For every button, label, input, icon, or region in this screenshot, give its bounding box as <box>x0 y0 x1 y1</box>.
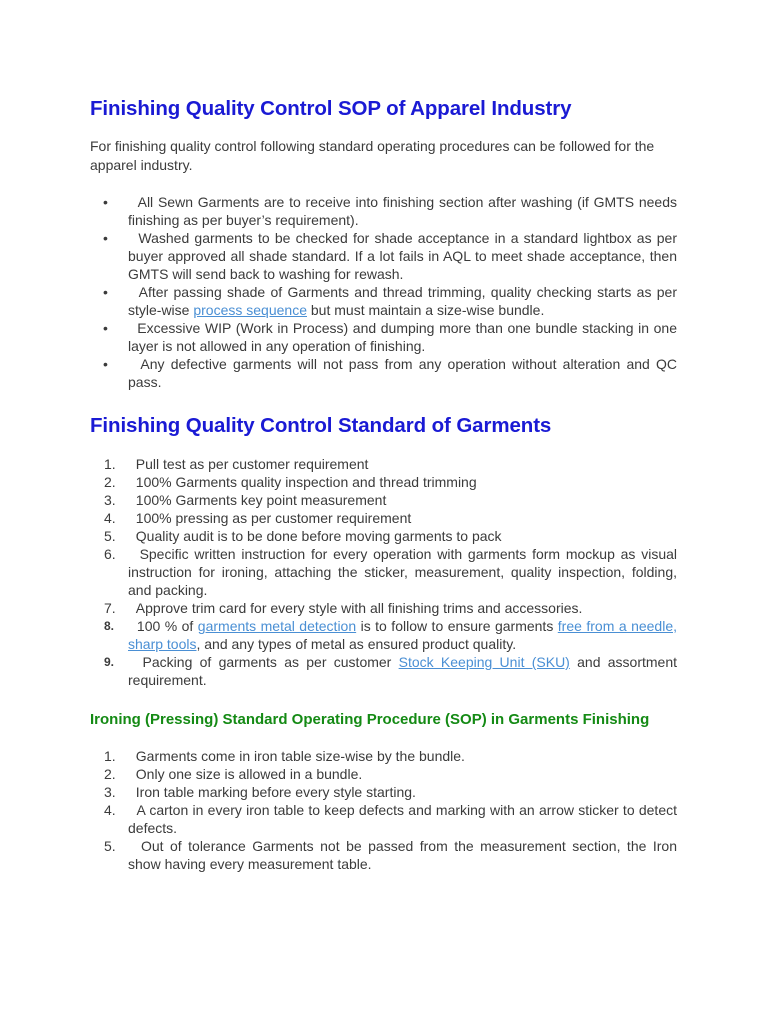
list-item-text: Only one size is allowed in a bundle. <box>135 766 363 782</box>
list-item <box>90 783 677 801</box>
bullet-marker: • <box>103 284 108 300</box>
list-number: 3. <box>104 784 116 800</box>
list-item-text: Quality audit is to be done before moving garments to pack <box>135 528 502 544</box>
bullet-marker: • <box>103 356 108 372</box>
list-item <box>90 599 677 617</box>
list-number: 8. <box>104 619 115 633</box>
list-number: 9. <box>104 655 115 669</box>
list-number: 5. <box>104 528 116 544</box>
text-segment: After passing shade of Garments and thread trimming, quality checking starts as per style-wise <box>128 284 677 318</box>
list-item-text: Any defective garments will not pass from any operation without alteration and QC pass. <box>128 356 678 390</box>
list-number: 6. <box>104 546 116 562</box>
list-item <box>90 801 677 837</box>
text-segment: , and any types of metal as ensured product quality. <box>196 636 517 652</box>
text-segment: but must maintain a size-wise bundle. <box>307 302 545 318</box>
text-segment: 100 % of <box>136 618 198 634</box>
list-item <box>90 283 677 319</box>
list-item-text <box>128 618 677 652</box>
list-item <box>90 837 677 873</box>
list-item-text <box>128 654 677 688</box>
list-item <box>90 319 677 355</box>
list-item-text: Out of tolerance Garments not be passed from the measurement section, the Iron show having every measurement table. <box>128 838 677 872</box>
list-number: 7. <box>104 600 116 616</box>
bullet-marker: • <box>103 230 108 246</box>
list-item <box>90 491 677 509</box>
list-item <box>90 545 677 599</box>
quality-standard-list <box>90 455 677 689</box>
bullet-marker: • <box>103 320 108 336</box>
list-number: 3. <box>104 492 116 508</box>
sop-bullet-list <box>90 193 677 391</box>
text-segment: Packing of garments as per customer <box>142 654 399 670</box>
list-item <box>90 527 677 545</box>
list-item <box>90 455 677 473</box>
list-number: 1. <box>104 456 116 472</box>
list-item-text: All Sewn Garments are to receive into finishing section after washing (if GMTS needs finishing as per buyer’s requirement). <box>128 194 678 228</box>
list-item <box>90 765 677 783</box>
list-item-text: 100% Garments quality inspection and thread trimming <box>135 474 477 490</box>
list-item-text: Specific written instruction for every operation with garments form mockup as visual instruction for ironing, attaching the sticker, measurement, quality inspection, folding, and packing. <box>128 546 677 598</box>
list-item-text: Pull test as per customer requirement <box>135 456 369 472</box>
list-item <box>90 617 677 653</box>
section-title-quality-standard: Finishing Quality Control Standard of Garments <box>90 414 552 437</box>
list-item-text: Washed garments to be checked for shade acceptance in a standard lightbox as per buyer approved all shade standard. If a lot fails in AQL to meet shade acceptance, then GMTS will send back to washing for rewash. <box>128 230 678 282</box>
list-item-text: Garments come in iron table size-wise by the bundle. <box>135 748 465 764</box>
section-title-finishing-sop: Finishing Quality Control SOP of Apparel Industry <box>90 97 572 120</box>
list-item <box>90 747 677 765</box>
list-item-text: Approve trim card for every style with all finishing trims and accessories. <box>135 600 583 616</box>
metal-detection-link[interactable]: garments metal detection <box>197 618 357 634</box>
text-segment: and assortment requirement. <box>128 654 677 688</box>
section-title-ironing-sop: Ironing (Pressing) Standard Operating Procedure (SOP) in Garments Finishing <box>90 711 650 728</box>
process-sequence-link[interactable]: process sequence <box>193 302 307 318</box>
list-item <box>90 509 677 527</box>
list-number: 1. <box>104 748 116 764</box>
list-item <box>90 355 677 391</box>
intro-paragraph: For finishing quality control following standard operating procedures can be followed for the apparel industry. <box>90 138 655 173</box>
list-item-text: 100% Garments key point measurement <box>135 492 387 508</box>
sharp-tools-link[interactable]: free from a needle, sharp tools <box>128 618 678 652</box>
sku-link[interactable]: Stock Keeping Unit (SKU) <box>398 654 570 670</box>
text-segment: is to follow to ensure garments <box>356 618 558 634</box>
list-item <box>90 473 677 491</box>
list-number: 2. <box>104 766 116 782</box>
list-number: 2. <box>104 474 116 490</box>
list-item-text <box>128 284 677 318</box>
document-content <box>90 92 677 873</box>
list-item-text: A carton in every iron table to keep defects and marking with an arrow sticker to detect defects. <box>128 802 677 836</box>
list-item-text: Excessive WIP (Work in Process) and dumping more than one bundle stacking in one layer is not allowed in any operation of finishing. <box>128 320 677 354</box>
ironing-sop-list <box>90 747 677 873</box>
list-number: 5. <box>104 838 116 854</box>
list-item <box>90 653 677 689</box>
list-item-text: Iron table marking before every style starting. <box>135 784 416 800</box>
list-number: 4. <box>104 510 116 526</box>
list-item <box>90 193 677 229</box>
list-item <box>90 229 677 283</box>
list-number: 4. <box>104 802 116 818</box>
bullet-marker: • <box>103 194 108 210</box>
list-item-text: 100% pressing as per customer requirement <box>135 510 412 526</box>
